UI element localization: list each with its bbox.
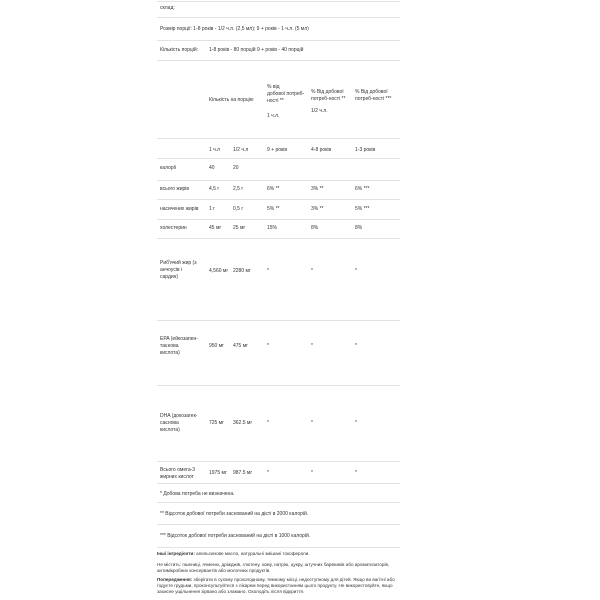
row-dv-9plus: 15% [267, 225, 278, 231]
row-value-half-tsp: 987.5 мг [233, 470, 253, 476]
amount-per-serving-header: Кількість на порцію [209, 97, 254, 103]
row-value-1tsp: 40 [209, 165, 215, 171]
age-label-half-tsp: 1/2 ч.л [233, 147, 249, 153]
nutrition-facts [157, 0, 400, 600]
row-name: калорії [160, 165, 177, 171]
row-name-line3: кислота) [160, 350, 180, 356]
dv-1-3-header-line1: % Від добової [355, 89, 388, 95]
age-label-1tsp: 1 ч.л [209, 147, 221, 153]
row-dv-4-8: 3% ** [311, 186, 324, 192]
row-dv-1-3: * [355, 470, 357, 476]
row-name-line1: EPA (ейкозапен- [160, 336, 198, 342]
servings-label: Кількість порцій: [160, 47, 199, 53]
age-label-1-3: 1-3 років [355, 147, 376, 153]
row-value-half-tsp: 362.5 мг [233, 420, 253, 426]
dv-4-8-header-line1: % Від добової [311, 89, 344, 95]
row-name-line1: Всього омега-3 [160, 467, 196, 473]
row-name-line3: сардин) [160, 274, 179, 280]
row-name: насичених жирів [160, 206, 199, 212]
other-ingredients [157, 551, 400, 557]
row-name-line2: жирних кислот [160, 474, 194, 480]
row-value-1tsp: 1 г [209, 206, 215, 212]
row-name-line1: Риб'ячий жир (з [160, 260, 197, 266]
composition-label: склад: [160, 5, 175, 11]
dv-9plus-header-line1: % від [267, 84, 280, 90]
row-dv-1-3: 5% *** [355, 206, 370, 212]
row-value-half-tsp: 25 мг [233, 225, 246, 231]
row-dv-1-3: * [355, 420, 357, 426]
row-dv-4-8: * [311, 420, 313, 426]
row-name-line2: анчоусів і [160, 267, 183, 273]
row-dv-1-3: * [355, 268, 357, 274]
footnote-1: * Добова потреба не визначена. [160, 491, 235, 497]
row-name-line1: DHA (докозагек- [160, 413, 198, 419]
row-value-1tsp: 4,560 мг [209, 268, 229, 274]
free-of-text: Не містить: пшениці, ячменю, дріжджів, глютену, хому, натрію, цукру, штучних барвників або ароматизаторів, антимікробних консервантів або молочних продуктів. [157, 562, 390, 573]
row-name-line3: кислота) [160, 427, 180, 433]
warning-text: зберігати в сухому прохолодному, темному місці, недоступному для дітей. Якщо ви вагітні або годуєте грудьми, проконсультуйтеся з лікарем перед використанням цього продукту. Не використовуйте, якщо захисне ущільнення зірвано або зламано. Охолодіть після відкриття. [157, 577, 395, 594]
row-dv-9plus: 6% ** [267, 186, 280, 192]
row-name: всього жирів [160, 186, 190, 192]
row-value-half-tsp: 2,5 г [233, 186, 244, 192]
age-label-4-8: 4-8 років [311, 147, 332, 153]
row-name-line2: таєнова [160, 343, 179, 349]
row-dv-4-8: * [311, 470, 313, 476]
dv-4-8-header-line2: потреб-ності ** [311, 96, 346, 102]
row-dv-1-3: 8% [355, 225, 363, 231]
row-dv-4-8: * [311, 268, 313, 274]
row-dv-4-8: 8% [311, 225, 319, 231]
row-value-1tsp: 725 мг [209, 420, 224, 426]
dv-9plus-header-line2: добової потреб- [267, 91, 305, 97]
warning-label: Попередження: [157, 577, 193, 582]
dv-1-3-header-line2: потреб-ності *** [355, 96, 392, 102]
servings-value: 1-8 років - 80 порцій 9 + років - 40 порцій [209, 47, 304, 53]
row-value-1tsp: 1975 мг [209, 470, 227, 476]
dv-4-8-subheader: 1/2 ч.л. [311, 108, 328, 114]
row-dv-9plus: * [267, 268, 269, 274]
row-dv-1-3: * [355, 343, 357, 349]
row-dv-4-8: * [311, 343, 313, 349]
row-value-1tsp: 4,5 г [209, 186, 220, 192]
dv-9plus-subheader: 1 ч.л. [267, 113, 280, 119]
row-value-half-tsp: 475 мг [233, 343, 248, 349]
row-value-half-tsp: 0,5 г [233, 206, 244, 212]
footnote-2: ** Відсоток добової потреби заснований на дієті в 2000 калорій. [160, 511, 309, 517]
serving-size: Розмір порції: 1-8 років - 1/2 ч.л. (2,5 мл); 9 + років - 1 ч.л. (5 мл) [160, 26, 309, 32]
row-value-half-tsp: 20 [233, 165, 239, 171]
row-dv-9plus: * [267, 420, 269, 426]
row-dv-9plus: 5% ** [267, 206, 280, 212]
age-label-9plus: 9 + років [267, 147, 287, 153]
dv-9plus-header-line3: ності ** [267, 98, 284, 104]
row-value-1tsp: 950 мг [209, 343, 224, 349]
row-dv-1-3: 6% *** [355, 186, 370, 192]
row-dv-4-8: 3% ** [311, 206, 324, 212]
footnote-3: *** Відсоток добової потреби заснований на дієті в 1000 калорій. [160, 533, 311, 539]
row-value-half-tsp: 2280 мг [233, 268, 251, 274]
other-ingredients-label: Інші інгредієнти: [157, 551, 195, 556]
row-dv-9plus: * [267, 470, 269, 476]
other-ingredients-text: апельсинове масло, натуральні змішані токофероли. [196, 551, 310, 556]
row-name: холестерин [160, 225, 187, 231]
row-value-1tsp: 45 мг [209, 225, 222, 231]
row-dv-9plus: * [267, 343, 269, 349]
row-name-line2: саєнова [160, 420, 179, 426]
warning [157, 577, 400, 595]
